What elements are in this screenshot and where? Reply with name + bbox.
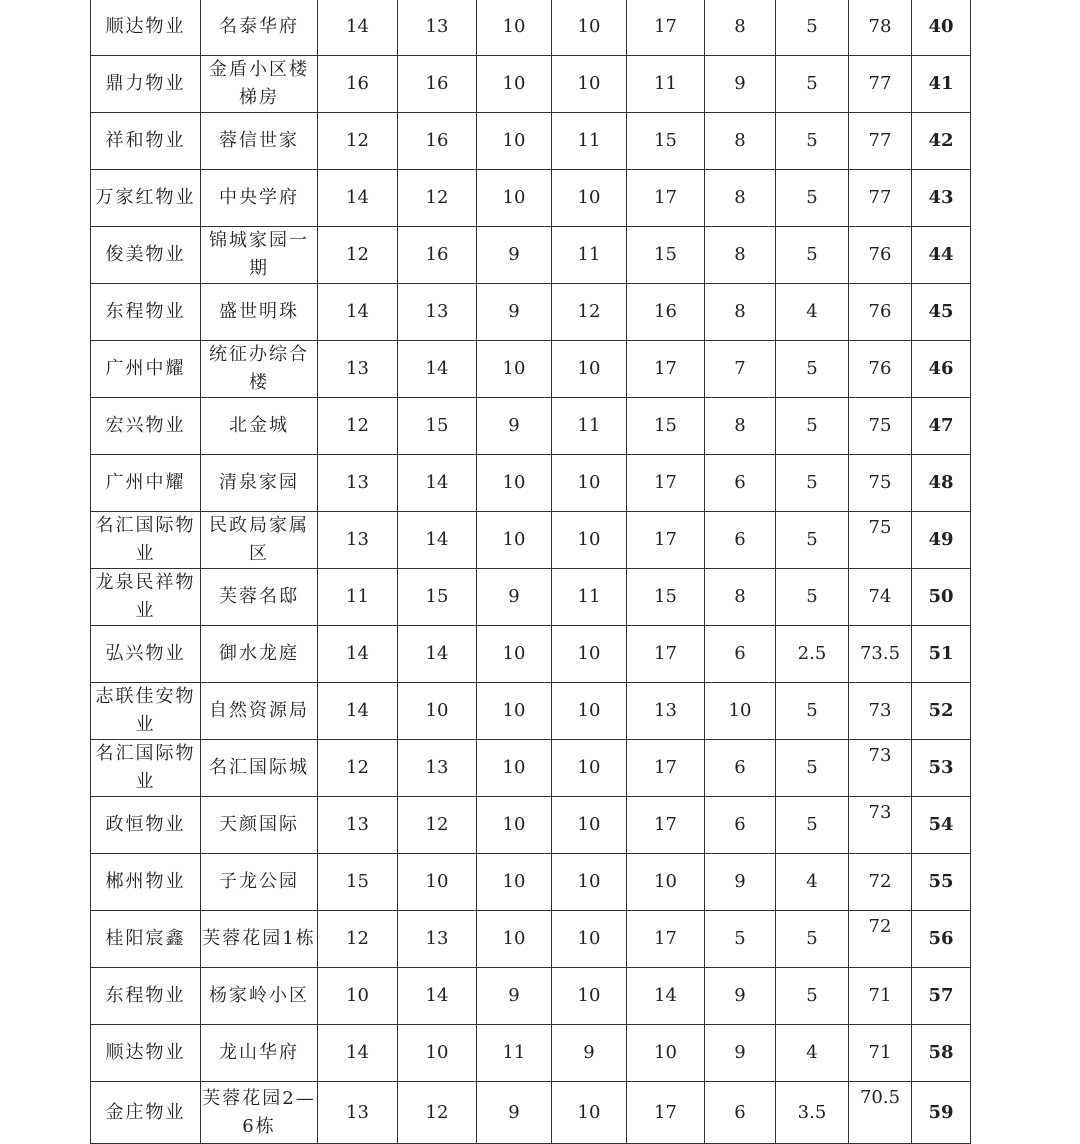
project-name-cell: 杨家岭小区	[201, 968, 318, 1025]
score-cell: 12	[318, 740, 398, 797]
score-cell: 6	[705, 455, 776, 512]
score-cell: 5	[776, 911, 849, 968]
rank-cell: 46	[912, 341, 971, 398]
score-cell: 15	[627, 398, 705, 455]
score-cell: 5	[776, 797, 849, 854]
score-cell: 12	[552, 284, 627, 341]
score-cell: 5	[776, 398, 849, 455]
company-name-cell: 名汇国际物业	[91, 512, 201, 569]
rank-cell: 42	[912, 113, 971, 170]
score-cell: 9	[552, 1025, 627, 1082]
score-cell: 4	[776, 284, 849, 341]
score-cell: 17	[627, 1082, 705, 1144]
score-cell: 10	[477, 911, 552, 968]
table-row	[91, 455, 971, 512]
score-cell: 5	[776, 740, 849, 797]
score-cell: 9	[705, 1025, 776, 1082]
score-cell: 6	[705, 512, 776, 569]
score-cell: 13	[627, 683, 705, 740]
table-row	[91, 854, 971, 911]
score-cell: 10	[477, 0, 552, 56]
table-row	[91, 398, 971, 455]
score-cell: 14	[318, 683, 398, 740]
total-score-cell: 72	[849, 854, 912, 911]
score-cell: 5	[776, 569, 849, 626]
score-cell: 17	[627, 797, 705, 854]
score-cell: 14	[627, 968, 705, 1025]
table-row	[91, 911, 971, 968]
table-row	[91, 341, 971, 398]
project-name-cell: 中央学府	[201, 170, 318, 227]
table-row	[91, 56, 971, 113]
score-cell: 10	[552, 683, 627, 740]
score-cell: 10	[477, 56, 552, 113]
score-cell: 9	[705, 854, 776, 911]
score-cell: 17	[627, 170, 705, 227]
score-cell: 12	[398, 797, 477, 854]
score-cell: 5	[776, 113, 849, 170]
score-cell: 15	[398, 569, 477, 626]
score-cell: 10	[398, 854, 477, 911]
score-cell: 14	[398, 341, 477, 398]
score-cell: 14	[318, 0, 398, 56]
project-name-cell: 名汇国际城	[201, 740, 318, 797]
company-name-cell: 金庄物业	[91, 1082, 201, 1144]
score-cell: 5	[776, 170, 849, 227]
company-name-cell: 政恒物业	[91, 797, 201, 854]
score-cell: 12	[398, 170, 477, 227]
score-cell: 10	[552, 797, 627, 854]
rank-cell: 49	[912, 512, 971, 569]
score-cell: 14	[398, 968, 477, 1025]
project-name-cell: 蓉信世家	[201, 113, 318, 170]
project-name-cell: 民政局家属区	[201, 512, 318, 569]
score-cell: 10	[477, 455, 552, 512]
score-cell: 7	[705, 341, 776, 398]
rank-cell: 59	[912, 1082, 971, 1144]
score-cell: 10	[398, 1025, 477, 1082]
total-score-cell: 77	[849, 113, 912, 170]
score-cell: 4	[776, 1025, 849, 1082]
project-name-cell: 盛世明珠	[201, 284, 318, 341]
score-cell: 5	[776, 968, 849, 1025]
score-cell: 11	[627, 56, 705, 113]
rank-cell: 53	[912, 740, 971, 797]
project-name-cell: 子龙公园	[201, 854, 318, 911]
score-cell: 10	[477, 341, 552, 398]
score-cell: 8	[705, 569, 776, 626]
company-name-cell: 东程物业	[91, 968, 201, 1025]
score-cell: 17	[627, 740, 705, 797]
score-cell: 10	[477, 170, 552, 227]
project-name-cell: 北金城	[201, 398, 318, 455]
project-name-cell: 芙蓉名邸	[201, 569, 318, 626]
score-cell: 10	[552, 455, 627, 512]
score-cell: 10	[552, 740, 627, 797]
score-cell: 10	[477, 512, 552, 569]
score-cell: 10	[552, 170, 627, 227]
score-cell: 9	[477, 968, 552, 1025]
table-row	[91, 569, 971, 626]
score-cell: 11	[552, 398, 627, 455]
total-score-cell: 77	[849, 170, 912, 227]
score-cell: 6	[705, 797, 776, 854]
score-cell: 8	[705, 284, 776, 341]
table-row	[91, 170, 971, 227]
score-cell: 5	[776, 0, 849, 56]
total-score-cell: 76	[849, 284, 912, 341]
score-cell: 2.5	[776, 626, 849, 683]
total-score-cell: 73	[849, 683, 912, 740]
score-cell: 17	[627, 512, 705, 569]
company-name-cell: 祥和物业	[91, 113, 201, 170]
project-name-cell: 锦城家园一期	[201, 227, 318, 284]
score-cell: 15	[398, 398, 477, 455]
score-cell: 13	[318, 455, 398, 512]
score-cell: 10	[552, 1082, 627, 1144]
score-cell: 12	[318, 227, 398, 284]
total-score-cell: 74	[849, 569, 912, 626]
company-name-cell: 宏兴物业	[91, 398, 201, 455]
company-name-cell: 鼎力物业	[91, 56, 201, 113]
total-score-cell: 73.5	[849, 626, 912, 683]
score-cell: 14	[318, 626, 398, 683]
score-cell: 11	[552, 113, 627, 170]
score-cell: 13	[398, 911, 477, 968]
score-cell: 14	[398, 626, 477, 683]
rank-cell: 45	[912, 284, 971, 341]
table-row	[91, 968, 971, 1025]
score-cell: 9	[477, 284, 552, 341]
score-cell: 8	[705, 170, 776, 227]
rank-cell: 58	[912, 1025, 971, 1082]
rank-cell: 43	[912, 170, 971, 227]
score-cell: 9	[477, 569, 552, 626]
score-cell: 13	[398, 740, 477, 797]
score-cell: 10	[552, 341, 627, 398]
score-cell: 13	[398, 0, 477, 56]
table-row	[91, 1082, 971, 1144]
score-cell: 17	[627, 0, 705, 56]
table-row	[91, 284, 971, 341]
company-name-cell: 名汇国际物业	[91, 740, 201, 797]
score-cell: 12	[318, 398, 398, 455]
score-cell: 10	[477, 626, 552, 683]
company-name-cell: 顺达物业	[91, 1025, 201, 1082]
score-cell: 12	[318, 113, 398, 170]
project-name-cell: 统征办综合楼	[201, 341, 318, 398]
rank-cell: 54	[912, 797, 971, 854]
score-cell: 15	[318, 854, 398, 911]
score-cell: 14	[318, 284, 398, 341]
score-cell: 10	[552, 56, 627, 113]
project-name-cell: 御水龙庭	[201, 626, 318, 683]
score-cell: 12	[318, 911, 398, 968]
total-score-cell: 78	[849, 0, 912, 56]
table-row	[91, 1025, 971, 1082]
score-cell: 8	[705, 398, 776, 455]
table-row	[91, 740, 971, 797]
project-name-cell: 清泉家园	[201, 455, 318, 512]
rank-cell: 56	[912, 911, 971, 968]
score-cell: 5	[776, 341, 849, 398]
score-cell: 17	[627, 455, 705, 512]
total-score-cell: 71	[849, 1025, 912, 1082]
score-cell: 10	[477, 854, 552, 911]
total-score-cell: 72	[849, 911, 912, 968]
score-cell: 14	[398, 512, 477, 569]
rank-cell: 52	[912, 683, 971, 740]
table-row	[91, 113, 971, 170]
score-cell: 4	[776, 854, 849, 911]
score-cell: 10	[477, 113, 552, 170]
total-score-cell: 71	[849, 968, 912, 1025]
table-row	[91, 0, 971, 56]
score-cell: 10	[477, 797, 552, 854]
score-cell: 10	[552, 968, 627, 1025]
total-score-cell: 73	[849, 797, 912, 854]
score-cell: 6	[705, 1082, 776, 1144]
project-name-cell: 芙蓉花园1栋	[201, 911, 318, 968]
rank-cell: 41	[912, 56, 971, 113]
score-cell: 16	[398, 56, 477, 113]
score-cell: 13	[318, 1082, 398, 1144]
score-cell: 8	[705, 113, 776, 170]
score-cell: 16	[318, 56, 398, 113]
score-cell: 15	[627, 113, 705, 170]
company-name-cell: 龙泉民祥物业	[91, 569, 201, 626]
company-name-cell: 广州中耀	[91, 455, 201, 512]
company-name-cell: 郴州物业	[91, 854, 201, 911]
score-table	[90, 0, 971, 1144]
score-cell: 16	[627, 284, 705, 341]
score-cell: 11	[318, 569, 398, 626]
score-cell: 8	[705, 227, 776, 284]
score-cell: 6	[705, 626, 776, 683]
score-cell: 6	[705, 740, 776, 797]
company-name-cell: 弘兴物业	[91, 626, 201, 683]
score-cell: 5	[776, 227, 849, 284]
score-cell: 11	[477, 1025, 552, 1082]
company-name-cell: 桂阳宸鑫	[91, 911, 201, 968]
score-cell: 10	[705, 683, 776, 740]
rank-cell: 55	[912, 854, 971, 911]
score-cell: 10	[398, 683, 477, 740]
score-cell: 15	[627, 227, 705, 284]
score-cell: 17	[627, 341, 705, 398]
score-cell: 9	[477, 227, 552, 284]
rank-cell: 51	[912, 626, 971, 683]
company-name-cell: 东程物业	[91, 284, 201, 341]
rank-cell: 57	[912, 968, 971, 1025]
score-cell: 10	[552, 0, 627, 56]
score-cell: 11	[552, 569, 627, 626]
table-row	[91, 227, 971, 284]
company-name-cell: 俊美物业	[91, 227, 201, 284]
rank-cell: 47	[912, 398, 971, 455]
score-cell: 9	[477, 398, 552, 455]
score-cell: 13	[318, 797, 398, 854]
project-name-cell: 龙山华府	[201, 1025, 318, 1082]
total-score-cell: 75	[849, 455, 912, 512]
project-name-cell: 自然资源局	[201, 683, 318, 740]
score-cell: 16	[398, 227, 477, 284]
score-cell: 5	[776, 455, 849, 512]
total-score-cell: 75	[849, 512, 912, 569]
project-name-cell: 名泰华府	[201, 0, 318, 56]
score-cell: 10	[477, 740, 552, 797]
score-cell: 5	[705, 911, 776, 968]
total-score-cell: 70.5	[849, 1082, 912, 1144]
score-cell: 3.5	[776, 1082, 849, 1144]
rank-cell: 44	[912, 227, 971, 284]
score-cell: 9	[705, 968, 776, 1025]
company-name-cell: 顺达物业	[91, 0, 201, 56]
score-cell: 14	[318, 1025, 398, 1082]
rank-cell: 40	[912, 0, 971, 56]
table-row	[91, 797, 971, 854]
score-cell: 14	[398, 455, 477, 512]
score-cell: 13	[318, 512, 398, 569]
score-cell: 5	[776, 56, 849, 113]
table-row	[91, 512, 971, 569]
score-cell: 13	[398, 284, 477, 341]
total-score-cell: 73	[849, 740, 912, 797]
score-cell: 5	[776, 683, 849, 740]
project-name-cell: 金盾小区楼梯房	[201, 56, 318, 113]
score-cell: 10	[552, 911, 627, 968]
rank-cell: 48	[912, 455, 971, 512]
score-cell: 17	[627, 626, 705, 683]
score-cell: 10	[552, 854, 627, 911]
table-row	[91, 683, 971, 740]
score-cell: 16	[398, 113, 477, 170]
score-cell: 10	[318, 968, 398, 1025]
company-name-cell: 广州中耀	[91, 341, 201, 398]
score-cell: 9	[477, 1082, 552, 1144]
score-cell: 10	[627, 1025, 705, 1082]
score-cell: 15	[627, 569, 705, 626]
table-body	[91, 0, 971, 1144]
rank-cell: 50	[912, 569, 971, 626]
score-cell: 17	[627, 911, 705, 968]
score-cell: 10	[477, 683, 552, 740]
project-name-cell: 天颜国际	[201, 797, 318, 854]
score-cell: 12	[398, 1082, 477, 1144]
total-score-cell: 76	[849, 227, 912, 284]
score-cell: 10	[552, 512, 627, 569]
company-name-cell: 志联佳安物业	[91, 683, 201, 740]
score-cell: 13	[318, 341, 398, 398]
total-score-cell: 75	[849, 398, 912, 455]
score-cell: 9	[705, 56, 776, 113]
project-name-cell: 芙蓉花园2—6栋	[201, 1082, 318, 1144]
total-score-cell: 76	[849, 341, 912, 398]
total-score-cell: 77	[849, 56, 912, 113]
score-cell: 10	[552, 626, 627, 683]
score-cell: 5	[776, 512, 849, 569]
score-cell: 11	[552, 227, 627, 284]
score-cell: 10	[627, 854, 705, 911]
score-cell: 14	[318, 170, 398, 227]
company-name-cell: 万家红物业	[91, 170, 201, 227]
table-row	[91, 626, 971, 683]
score-cell: 8	[705, 0, 776, 56]
